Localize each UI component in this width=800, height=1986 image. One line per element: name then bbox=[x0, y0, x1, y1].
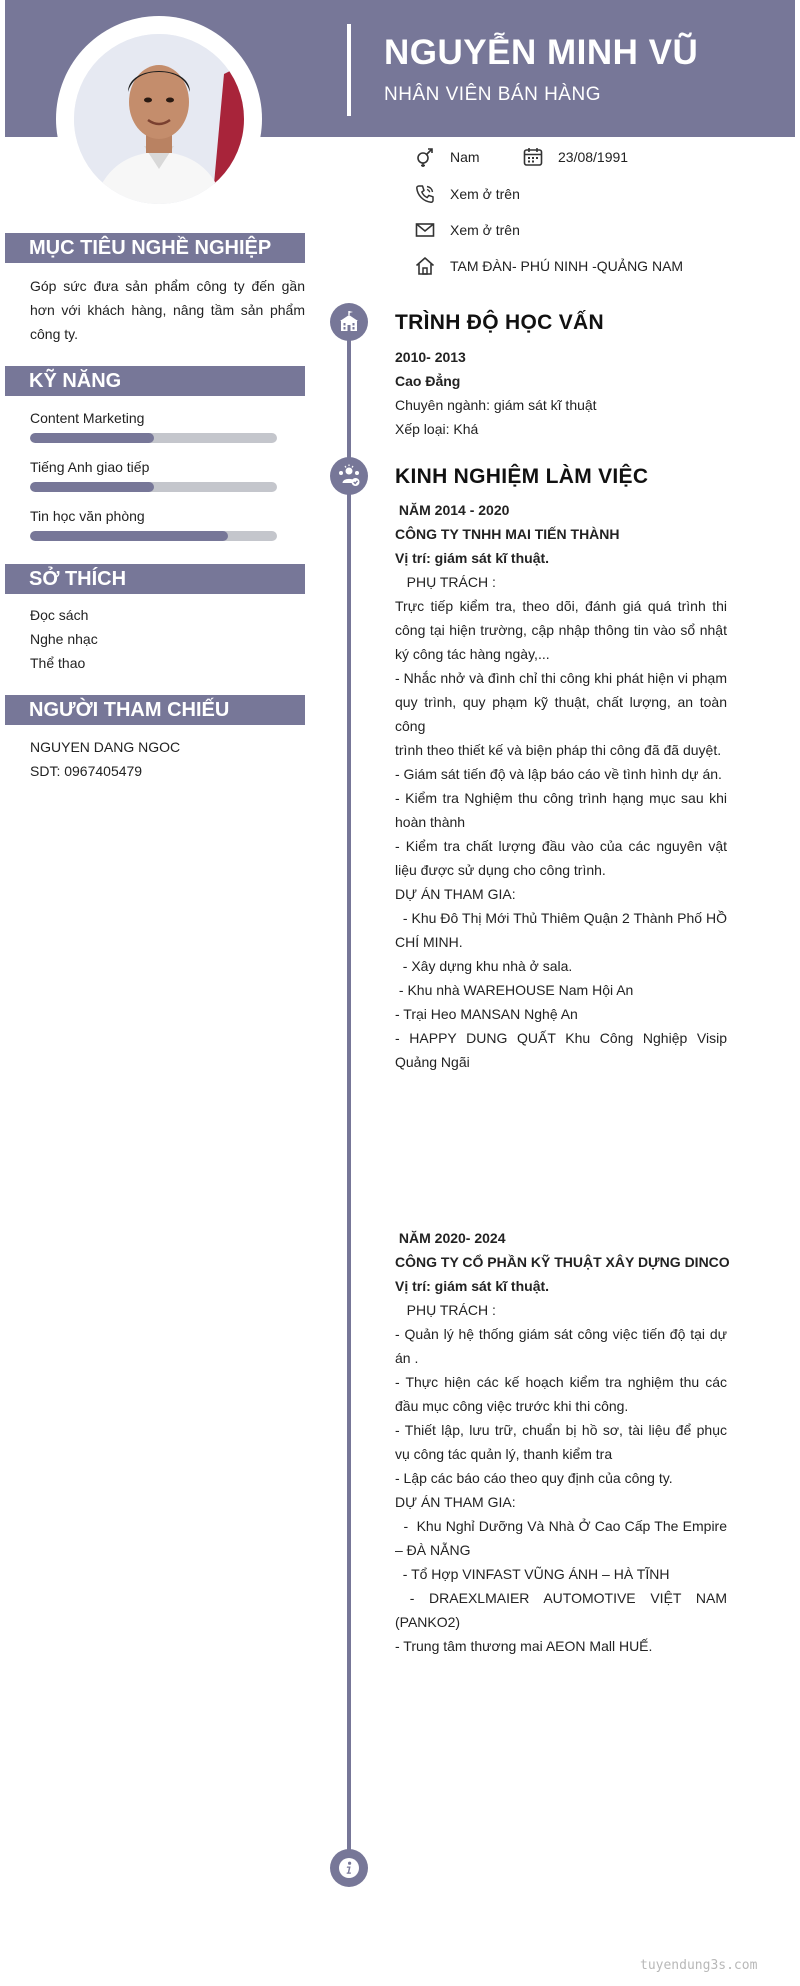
skill-bar bbox=[30, 482, 277, 492]
job-line: - DRAEXLMAIER AUTOMOTIVE VIỆT NAM (PANKO2) bbox=[395, 1590, 731, 1630]
calendar-icon bbox=[522, 146, 544, 168]
envelope-icon bbox=[414, 219, 436, 241]
skill-name: Tin học văn phòng bbox=[30, 508, 145, 524]
job-line: PHỤ TRÁCH : bbox=[395, 574, 496, 590]
hobbies-section-bar bbox=[5, 564, 305, 594]
reference-phone: SDT: 0967405479 bbox=[30, 763, 143, 779]
job-line: - Quản lý hệ thống giám sát công việc tiến độ tại dự án . bbox=[395, 1326, 727, 1366]
job-line: - Kiểm tra Nghiệm thu công trình hạng mục sau khi hoàn thành bbox=[395, 790, 727, 830]
job-period: NĂM 2014 - 2020 bbox=[395, 502, 510, 518]
objective-section-bar bbox=[5, 233, 305, 263]
job-period: NĂM 2020- 2024 bbox=[395, 1230, 506, 1246]
job-line: - Nhắc nhở và đình chỉ thi công khi phát hiện vi phạm quy trình, quy phạm kỹ thuật, chất lượng, an toàn công bbox=[395, 670, 727, 734]
skill-bar-fill bbox=[30, 433, 154, 443]
job-line: - Khu Nghỉ Dưỡng Và Nhà Ở Cao Cấp The Empire – ĐÀ NẴNG bbox=[395, 1518, 731, 1558]
job-description bbox=[395, 570, 731, 1074]
skill-bar bbox=[30, 531, 277, 541]
hobby-item: Đọc sách bbox=[30, 607, 89, 623]
job-line: - Lập các báo cáo theo quy định của công ty. bbox=[395, 1470, 673, 1486]
job-line: - Khu Đô Thị Mới Thủ Thiêm Quận 2 Thành Phố HỒ CHÍ MINH. bbox=[395, 910, 731, 950]
address-text: TAM ĐÀN- PHÚ NINH -QUẢNG NAM bbox=[450, 258, 684, 274]
skills-section-bar bbox=[5, 366, 305, 396]
job-position: Vị trí: giám sát kĩ thuật. bbox=[395, 550, 550, 566]
objective-title: MỤC TIÊU NGHỀ NGHIỆP bbox=[29, 237, 272, 259]
home-icon bbox=[414, 255, 436, 277]
avatar-photo bbox=[74, 34, 244, 204]
education-school: Cao Đẳng bbox=[395, 373, 461, 389]
job-line: - Trung tâm thương mai AEON Mall HUẾ. bbox=[395, 1638, 653, 1654]
skill-name: Tiếng Anh giao tiếp bbox=[30, 459, 150, 475]
job-line: - Kiểm tra chất lượng đầu vào của các nguyên vật liệu được sử dụng cho công trình. bbox=[395, 838, 727, 878]
job-line: - Thực hiện các kế hoạch kiểm tra nghiệm thu các đầu mục công việc trước khi thi công. bbox=[395, 1374, 727, 1414]
job-line: - Tổ Hợp VINFAST VŨNG ÁNH – HÀ TĨNH bbox=[395, 1566, 670, 1582]
job-line: - Trại Heo MANSAN Nghệ An bbox=[395, 1006, 578, 1022]
candidate-job-title: NHÂN VIÊN BÁN HÀNG bbox=[384, 84, 601, 105]
contact-email bbox=[414, 219, 520, 241]
phone-text: Xem ở trên bbox=[450, 186, 520, 202]
job-line: - Xây dựng khu nhà ở sala. bbox=[395, 958, 573, 974]
job-line: trình theo thiết kế và biện pháp thi công đã đã duyệt. bbox=[395, 742, 722, 758]
job-line: Trực tiếp kiểm tra, theo dõi, đánh giá quá trình thi công tại hiện trường, cập nhập thông tin vào sổ nhật ký công tác hàng ngày,... bbox=[395, 598, 727, 662]
hobby-item: Thể thao bbox=[30, 655, 86, 671]
job-line: - Khu nhà WAREHOUSE Nam Hội An bbox=[395, 982, 634, 998]
education-major: Chuyên ngành: giám sát kĩ thuật bbox=[395, 397, 597, 413]
gender-text: Nam bbox=[450, 149, 480, 165]
objective-text: Góp sức đưa sản phẩm công ty đến gần hơn với khách hàng, nâng tầm sản phẩm công ty. bbox=[30, 278, 305, 342]
job-line: DỰ ÁN THAM GIA: bbox=[395, 1494, 516, 1510]
references-title: NGƯỜI THAM CHIẾU bbox=[29, 699, 230, 721]
skills-title: KỸ NĂNG bbox=[29, 370, 122, 392]
candidate-name: NGUYỄN MINH VŨ bbox=[384, 33, 699, 72]
skill-bar bbox=[30, 433, 277, 443]
job-description bbox=[395, 1298, 731, 1658]
birthday-text: 23/08/1991 bbox=[558, 149, 629, 165]
team-icon bbox=[330, 457, 368, 495]
job-line: PHỤ TRÁCH : bbox=[395, 1302, 496, 1318]
header-divider bbox=[347, 24, 351, 116]
job-line: - Giám sát tiến độ và lập báo cáo về tình hình dự án. bbox=[395, 766, 722, 782]
email-text: Xem ở trên bbox=[450, 222, 520, 238]
info-icon bbox=[330, 1849, 368, 1887]
skill-bar-fill bbox=[30, 531, 228, 541]
contact-address bbox=[414, 255, 683, 277]
experience-title: KINH NGHIỆM LÀM VIỆC bbox=[395, 465, 649, 488]
job-line: DỰ ÁN THAM GIA: bbox=[395, 886, 516, 902]
skill-bar-fill bbox=[30, 482, 154, 492]
watermark: tuyendung3s.com bbox=[640, 1958, 758, 1973]
job-company: CÔNG TY CỔ PHẦN KỸ THUẬT XÂY DỰNG DINCO bbox=[395, 1254, 730, 1270]
reference-name: NGUYEN DANG NGOC bbox=[30, 739, 181, 755]
contact-gender bbox=[414, 146, 480, 168]
timeline-line bbox=[347, 322, 351, 1867]
contact-birthday bbox=[522, 146, 628, 168]
contact-phone bbox=[414, 183, 520, 205]
phone-icon bbox=[414, 183, 436, 205]
job-position: Vị trí: giám sát kĩ thuật. bbox=[395, 1278, 550, 1294]
education-grade: Xếp loại: Khá bbox=[395, 421, 479, 437]
hobbies-title: SỞ THÍCH bbox=[29, 568, 127, 590]
education-period: 2010- 2013 bbox=[395, 349, 466, 365]
gender-icon bbox=[414, 146, 436, 168]
school-icon bbox=[330, 303, 368, 341]
hobby-item: Nghe nhạc bbox=[30, 631, 98, 647]
avatar bbox=[56, 16, 262, 222]
skill-name: Content Marketing bbox=[30, 410, 145, 426]
references-section-bar bbox=[5, 695, 305, 725]
job-line: - HAPPY DUNG QUẤT Khu Công Nghiệp Visip Quảng Ngãi bbox=[395, 1030, 727, 1070]
education-title: TRÌNH ĐỘ HỌC VẤN bbox=[395, 311, 604, 334]
job-company: CÔNG TY TNHH MAI TIẾN THÀNH bbox=[395, 526, 620, 542]
job-line: - Thiết lập, lưu trữ, chuẩn bị hồ sơ, tài liệu để phục vụ công tác quản lý, thanh kiểm tra bbox=[395, 1422, 727, 1462]
